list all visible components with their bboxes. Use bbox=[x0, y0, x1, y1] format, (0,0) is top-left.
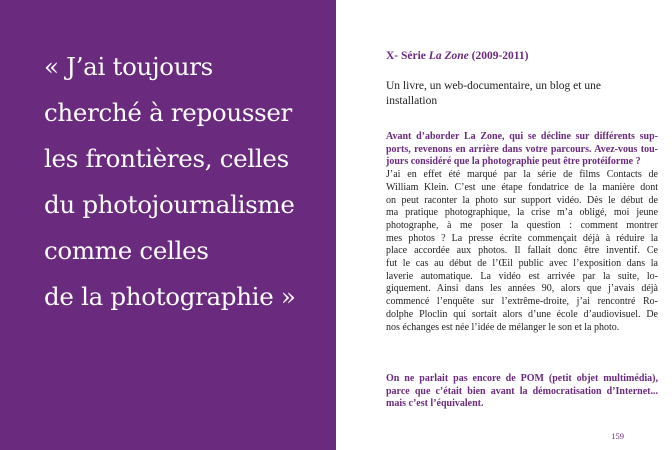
quote-line: les frontières, celles bbox=[44, 144, 289, 173]
quote-line: « J’ai toujours bbox=[44, 52, 213, 81]
answer-line: on peut raconter la photo sur support vidéo. Dès le début de bbox=[386, 194, 658, 206]
interview-block bbox=[386, 131, 658, 334]
chapter-years: (2009-2011) bbox=[468, 50, 529, 62]
answer-line: dolphe Ploclin qui sortait alors d’une école d’audiovisuel. De bbox=[386, 308, 658, 320]
answer-line: giquement. Ainsi dans les années 90, alors que j’avais déjà bbox=[386, 283, 658, 295]
quote-line: du photojournalisme bbox=[44, 190, 295, 219]
answer-line: mes photos ? La presse écrite commençait déjà à réduire la bbox=[386, 232, 658, 244]
second-question bbox=[386, 373, 658, 411]
chapter-subtitle: Un livre, un web-documentaire, un blog et une installation bbox=[386, 80, 601, 107]
answer-line: photographe, à me poser la question : comment montrer bbox=[386, 219, 658, 231]
chapter-title bbox=[386, 50, 528, 62]
quote-line: comme celles bbox=[44, 236, 209, 265]
answer-line: J’ai en effet été marqué par la série de films Contacts de bbox=[386, 169, 658, 181]
answer-line: ma pratique photographique, la crise m’a obligé, moi jeune bbox=[386, 207, 658, 219]
quote-line: cherché à repousser bbox=[44, 98, 292, 127]
quote-line: de la photographie » bbox=[44, 282, 296, 311]
question-line: On ne parlait pas encore de POM (petit objet multimédia), bbox=[386, 373, 658, 384]
chapter-title-italic: La Zone bbox=[428, 50, 469, 62]
answer-line: nos échanges est née l’idée de mélanger le son et la photo. bbox=[386, 321, 620, 333]
answer-line: commencé l’enquête sur l’extrême-droite, j’ai rencontré Ro- bbox=[386, 296, 658, 308]
page-number: 159 bbox=[611, 431, 624, 441]
question-line: ports, revenons en arrière dans votre parcours. Avez-vous tou- bbox=[386, 143, 658, 155]
question-line: mais c’est l’équivalent. bbox=[386, 398, 484, 410]
question-line: parce que c’était bien avant la démocratisation d’Internet... bbox=[386, 385, 658, 397]
right-page-text bbox=[336, 0, 672, 450]
answer-line: place accordée aux photos. Il fallait donc être inventif. Ce bbox=[386, 245, 658, 257]
answer-line: laverie automatique. La vidéo est arrivée par la suite, lo- bbox=[386, 270, 658, 282]
question-line: jours considéré que la photographie peut être protéiforme ? bbox=[386, 156, 641, 168]
question-line: Avant d’aborder La Zone, qui se décline sur différents sup- bbox=[386, 131, 658, 142]
pull-quote bbox=[44, 44, 329, 320]
answer-line: William Klein. C’est une étape fondatrice de la manière dont bbox=[386, 181, 658, 193]
answer-line: fut le cas au début de l’Œil public avec l’exposition dans la bbox=[386, 258, 658, 270]
chapter-prefix: X- Série bbox=[386, 50, 429, 62]
